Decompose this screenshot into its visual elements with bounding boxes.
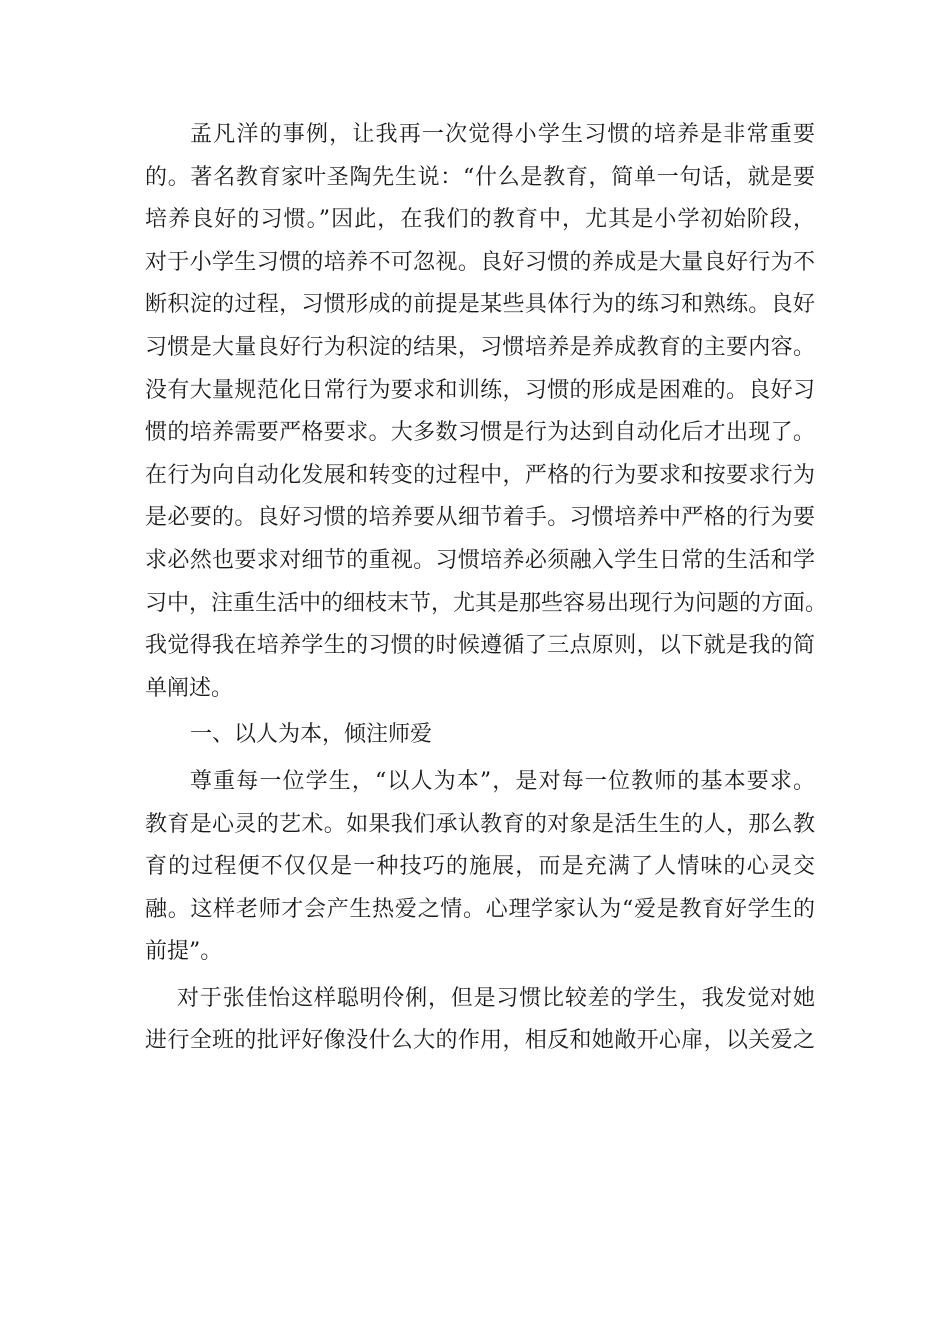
text-line: 融。这样老师才会产生热爱之情。心理学家认为“爱是教育好学生的 xyxy=(145,896,815,922)
text-line: 惯的培养需要严格要求。大多数习惯是行为达到自动化后才出现了。 xyxy=(145,420,815,446)
paragraph-respect-students xyxy=(145,761,815,974)
text-line: 尊重每一位学生，“以人为本”，是对每一位教师的基本要求。 xyxy=(190,768,815,794)
paragraph-habit-importance xyxy=(145,114,828,710)
text-line: 对于小学生习惯的培养不可忽视。良好习惯的养成是大量良好行为不 xyxy=(145,249,815,275)
heading-text: 一、以人为本，倾注师爱 xyxy=(190,722,433,748)
text-line: 孟凡洋的事例，让我再一次觉得小学生习惯的培养是非常重要 xyxy=(190,122,815,147)
text-line: 教育是心灵的艺术。如果我们承认教育的对象是活生生的人，那么教 xyxy=(145,811,815,837)
text-line: 是必要的。良好习惯的培养要从细节着手。习惯培养中严格的行为要 xyxy=(145,505,815,531)
text-line: 前提”。 xyxy=(145,939,223,965)
text-line: 进行全班的批评好像没什么大的作用，相反和她敞开心扉，以关爱之 xyxy=(145,1028,815,1054)
text-line: 培养良好的习惯。”因此，在我们的教育中，尤其是小学初始阶段， xyxy=(145,207,815,233)
text-line: 对于张佳怡这样聪明伶俐，但是习惯比较差的学生，我发觉对她 xyxy=(177,985,815,1011)
text-line: 在行为向自动化发展和转变的过程中，严格的行为要求和按要求行为 xyxy=(145,462,815,488)
text-line: 习中，注重生活中的细枝末节，尤其是那些容易出现行为问题的方面。 xyxy=(145,590,828,616)
text-line: 习惯是大量良好行为积淀的结果，习惯培养是养成教育的主要内容。 xyxy=(145,334,815,360)
section-heading-people-oriented xyxy=(145,714,815,757)
text-line: 没有大量规范化日常行为要求和训练，习惯的形成是困难的。良好习 xyxy=(145,377,815,403)
text-line: 单阐述。 xyxy=(145,675,234,701)
text-line: 求必然也要求对细节的重视。习惯培养必须融入学生日常的生活和学 xyxy=(145,547,815,573)
document-body xyxy=(145,114,828,1063)
text-line: 我觉得我在培养学生的习惯的时候遵循了三点原则，以下就是我的简 xyxy=(145,633,815,659)
text-line: 断积淀的过程，习惯形成的前提是某些具体行为的练习和熟练。良好 xyxy=(145,292,815,318)
text-line: 的。著名教育家叶圣陶先生说：“什么是教育，简单一句话，就是要 xyxy=(145,164,815,190)
text-line: 育的过程便不仅仅是一种技巧的施展，而是充满了人情味的心灵交 xyxy=(145,854,815,880)
paragraph-student-example xyxy=(145,978,815,1063)
